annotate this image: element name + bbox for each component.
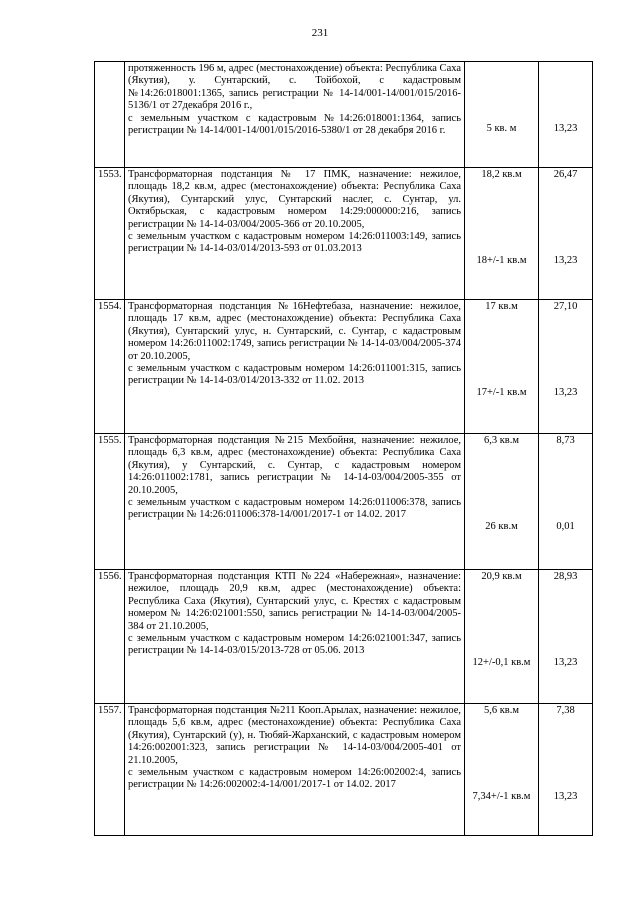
- object-value: 13,23: [553, 123, 578, 134]
- object-value: 28,93: [553, 571, 578, 582]
- row-area: [465, 168, 539, 300]
- object-area: 5 кв. м: [486, 123, 517, 134]
- row-area: [465, 434, 539, 570]
- row-area: [465, 300, 539, 434]
- object-area: 5,6 кв.м: [483, 705, 520, 716]
- row-area: [465, 62, 539, 168]
- land-area: 17+/-1 кв.м: [476, 387, 527, 399]
- row-value: [539, 704, 593, 836]
- land-plot-text: с земельным участком с кадастровым №14:26:018001:1364, запись регистрации № 14-14/001-14/001/015/2016-5380/1 от 28 декабря 2016 г.: [128, 112, 461, 137]
- row-number: 1554.: [95, 300, 125, 434]
- row-number: 1556.: [95, 570, 125, 704]
- row-value: [539, 434, 593, 570]
- row-description: [125, 704, 465, 836]
- table-row: [95, 434, 593, 570]
- land-value: 13,23: [553, 657, 578, 669]
- row-description: [125, 434, 465, 570]
- object-value: 26,47: [553, 169, 578, 180]
- table-row: [95, 300, 593, 434]
- object-value: 7,38: [556, 705, 575, 716]
- object-text: Трансформаторная подстанция №16Нефтебаза, назначение: нежилое, площадь 17 кв.м, адрес (местонахождение) объекта: Республика Саха (Якутия), Сунтарский улус, н. Сунтарский, с. Сунтар, с кадастровым номером 14:26:011002:1749, запись регистрации № 14-14-03/004/2005-374 от 20.10.2005,: [128, 301, 461, 362]
- table-row: [95, 168, 593, 300]
- row-area: [465, 704, 539, 836]
- land-area: 26 кв.м: [485, 521, 518, 533]
- row-description: [125, 570, 465, 704]
- row-description: [125, 300, 465, 434]
- row-number: [95, 62, 125, 168]
- object-text: Трансформаторная подстанция №211 Кооп.Арылах, назначение: нежилое, площадь 5,6 кв.м, адрес (местонахождение) объекта: Республика Саха (Якутия), Сунтарский (у), н. Тюбяй-Жарханский, с кадастровым номером 14:26:002001:323, запись регистрации № 14-14-03/004/2005-401 от 21.10.2005,: [128, 705, 461, 766]
- land-value: 0,01: [556, 521, 575, 533]
- table-row: [95, 62, 593, 168]
- row-number: 1557.: [95, 704, 125, 836]
- object-area: 6,3 кв.м: [483, 435, 520, 446]
- land-plot-text: с земельным участком с кадастровым номером 14:26:002002:4, запись регистрации № 14:26:002002:4-14/001/2017-1 от 14.02. 2017: [128, 767, 461, 791]
- object-area: 20,9 кв.м: [481, 571, 522, 582]
- object-value: 27,10: [553, 301, 578, 312]
- row-description: [125, 62, 465, 168]
- row-area: [465, 570, 539, 704]
- land-plot-text: с земельным участком с кадастровым номером 14:26:011003:149, запись регистрации № 14-14-03/014/2013-593 от 01.03.2013: [128, 231, 461, 255]
- land-area: 7,34+/-1 кв.м: [472, 791, 531, 803]
- row-value: [539, 300, 593, 434]
- table-row: [95, 704, 593, 836]
- row-number: 1555.: [95, 434, 125, 570]
- object-area: 18,2 кв.м: [481, 169, 522, 180]
- row-value: [539, 62, 593, 168]
- object-text: Трансформаторная подстанция № 17 ПМК, назначение: нежилое, площадь 18,2 кв.м, адрес (местонахождение) объекта: Республика Саха (Якутия), Сунтарский улус, Сунтарский наслег, с. Сунтар, ул. Октябрьская, с кадастровым номером 14:29:000000:216, запись регистрации № 14-14-03/004/2005-366 от 20.10.2005,: [128, 169, 461, 230]
- land-value: 13,23: [553, 791, 578, 803]
- object-text: протяженность 196 м, адрес (местонахождение) объекта: Республика Саха (Якутия), у. Сунтарский, с. Тойбохой, с кадастровым №14:26:018001:1365, запись регистрации № 14-14/001-14/001/015/2016-5136/1 от 27декабря 2016 г.,: [128, 63, 461, 112]
- land-value: 13,23: [553, 255, 578, 267]
- land-area: 18+/-1 кв.м: [476, 255, 527, 267]
- row-description: [125, 168, 465, 300]
- land-plot-text: с земельным участком с кадастровым номером 14:26:011006:378, запись регистрации № 14:26:011006:378-14/001/2017-1 от 14.02. 2017: [128, 497, 461, 521]
- object-text: Трансформаторная подстанция КТП №224 «Набережная», назначение: нежилое, площадь 20,9 кв.м, адрес (местонахождение) объекта: Республика Саха (Якутия), Сунтарский улус, с. Крестях с кадастровым номером № 14:26:021001:550, запись регистрации № 14-14-03/004/2005-384 от 21.10.2005,: [128, 571, 461, 632]
- land-plot-text: с земельным участком с кадастровым номером 14:26:011001:315, запись регистрации № 14-14-03/014/2013-332 от 11.02. 2013: [128, 363, 461, 387]
- object-text: Трансформаторная подстанция №215 Мехбойня, назначение: нежилое, площадь 6,3 кв.м, адрес (местонахождение) объекта: Республика Саха (Якутия), у Сунтарский, с. Сунтар, с кадастровым номером 14:26:011002:1781, запись регистрации № 14-14-03/004/2005-355 от 20.10.2005,: [128, 435, 461, 496]
- property-registry-table: [94, 61, 593, 836]
- object-area: 17 кв.м: [485, 301, 518, 312]
- row-value: [539, 570, 593, 704]
- row-value: [539, 168, 593, 300]
- row-number: 1553.: [95, 168, 125, 300]
- land-area: 12+/-0,1 кв.м: [472, 657, 531, 669]
- object-value: 8,73: [556, 435, 575, 446]
- page-number: 231: [311, 27, 329, 39]
- land-value: 13,23: [553, 387, 578, 399]
- land-plot-text: с земельным участком с кадастровым номером 14:26:021001:347, запись регистрации № 14-14-03/015/2013-728 от 05.06. 2013: [128, 633, 461, 657]
- table-row: [95, 570, 593, 704]
